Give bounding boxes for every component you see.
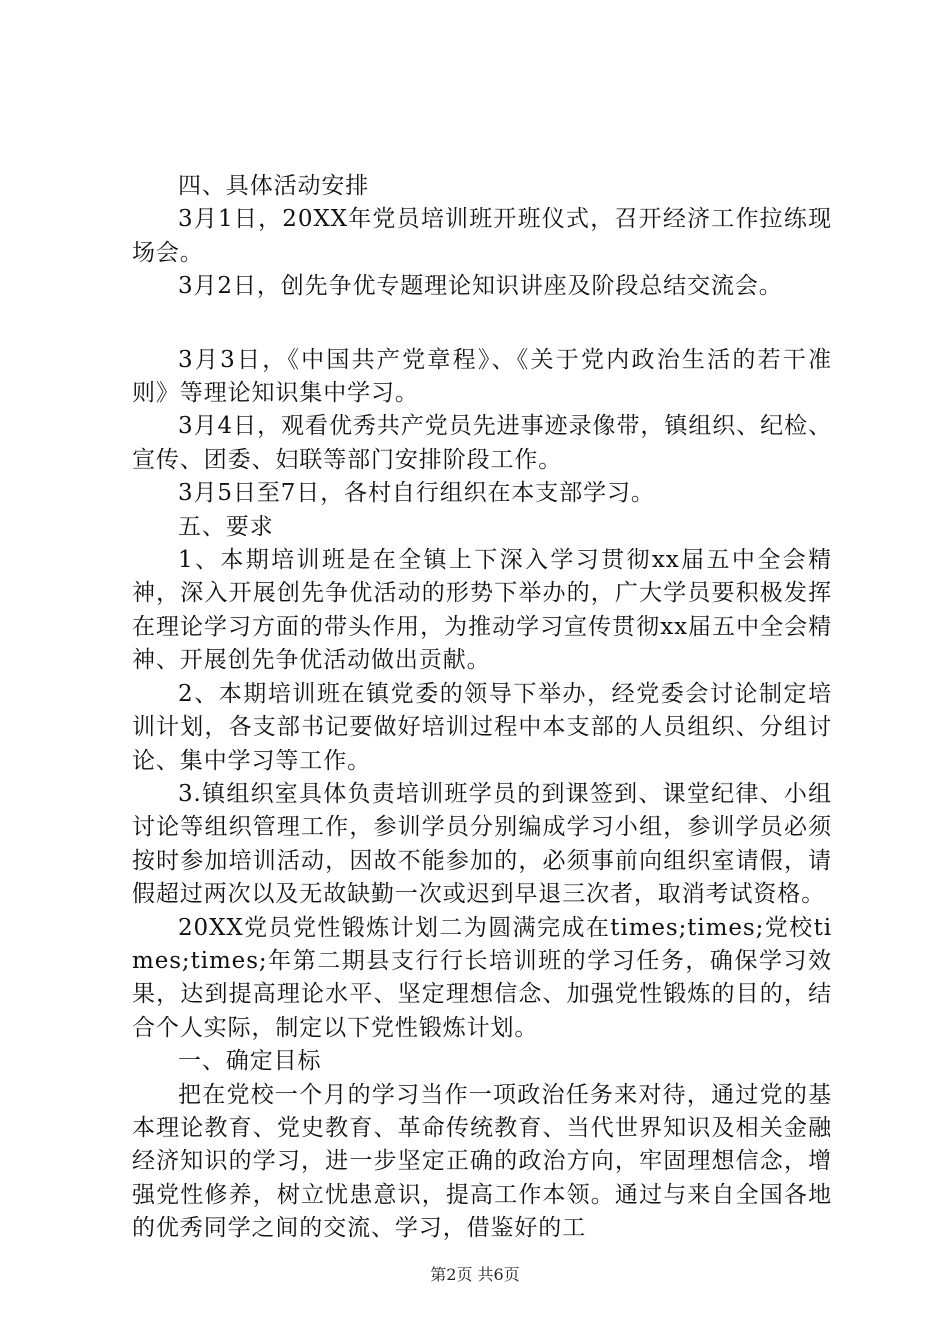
paragraph-goals-body: 把在党校一个月的学习当作一项政治任务来对待，通过党的基本理论教育、党史教育、革命传统教育、当代世界知识及相关金融经济知识的学习，进一步坚定正确的政治方向，牢固理想信念，增强党性修养，树立忧患意识，提高工作本领。通过与来自全国各地的优秀同学之间的交流、学习，借鉴好的工 [132,1081,832,1242]
paragraph-requirement-2: 2、本期培训班在镇党委的领导下举办，经党委会讨论制定培训计划，各支部书记要做好培训过程中本支部的人员组织、分组讨论、集中学习等工作。 [132,680,832,774]
paragraph-march-3: 3月3日，《中国共产党章程》、《关于党内政治生活的若干准则》等理论知识集中学习。 [132,346,832,407]
document-body [132,170,832,1246]
page-number-footer: 第2页 共6页 [430,1265,520,1284]
paragraph-requirement-3: 3.镇组织室具体负责培训班学员的到课签到、课堂纪律、小组讨论等组织管理工作，参训学员分别编成学习小组，参训学员必须按时参加培训活动，因故不能参加的，必须事前向组织室请假，请假超过两次以及无故缺勤一次或迟到早退三次者，取消考试资格。 [132,780,832,908]
paragraph-plan-intro: 20XX党员党性锻炼计划二为圆满完成在times;times;党校times;times;年第二期县支行行长培训班的学习任务，确保学习效果，达到提高理论水平、坚定理想信念、加强党性锻炼的目的，结合个人实际，制定以下党性锻炼计划。 [132,914,832,1041]
paragraph-requirement-1: 1、本期培训班是在全镇上下深入学习贯彻xx届五中全会精神，深入开展创先争优活动的形势下举办的，广大学员要积极发挥在理论学习方面的带头作用，为推动学习宣传贯彻xx届五中全会精神、开展创先争优活动做出贡献。 [132,547,832,674]
section-heading-requirements: 五、要求 [178,513,274,540]
section-heading-activity-schedule: 四、具体活动安排 [178,173,370,199]
paragraph-march-5-7: 3月5日至7日，各村自行组织在本支部学习。 [178,480,655,507]
paragraph-march-4: 3月4日，观看优秀共产党员先进事迹录像带，镇组织、纪检、宣传、团委、妇联等部门安排阶段工作。 [132,413,832,473]
paragraph-march-2: 3月2日，创先争优专题理论知识讲座及阶段总结交流会。 [178,273,783,300]
paragraph-march-1: 3月1日，20XX年党员培训班开班仪式，召开经济工作拉练现场会。 [132,206,832,266]
section-heading-goals: 一、确定目标 [178,1048,322,1075]
